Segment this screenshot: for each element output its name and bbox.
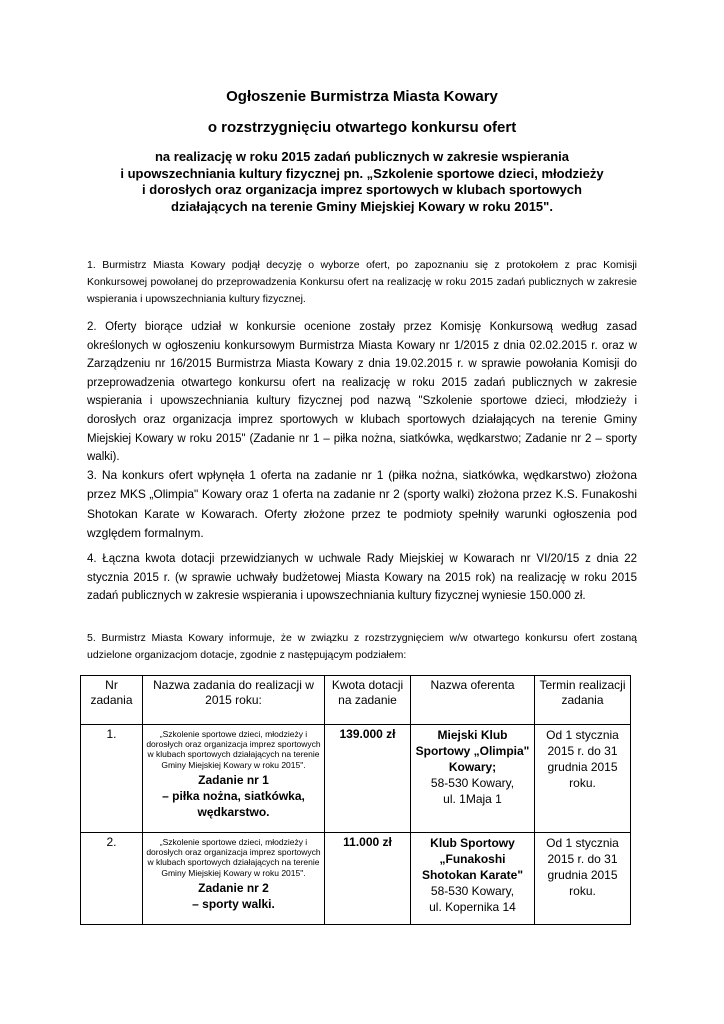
cell-term: Od 1 stycznia 2015 r. do 31 grudnia 2015 roku. — [535, 725, 631, 833]
task-number: Zadanie nr 1 — [198, 772, 269, 787]
task-disciplines: – piłka nożna, siatkówka, wędkarstwo. — [162, 788, 305, 819]
paragraph-5: 5. Burmistrz Miasta Kowary informuje, że w związku z rozstrzygnięciem w/w otwartego konkursu ofert zostaną udzielone organizacjom dotacje, zgodnie z następującym podziałem: — [87, 632, 637, 661]
organization-street: ul. Kopernika 14 — [429, 900, 516, 914]
subtitle — [40, 149, 684, 215]
cell-organization — [411, 725, 535, 833]
cell-term: Od 1 stycznia 2015 r. do 31 grudnia 2015 roku. — [535, 833, 631, 925]
subtitle-line: działających na terenie Gminy Miejskiej Kowary w roku 2015". — [171, 198, 553, 214]
cell-task — [143, 725, 325, 833]
organization-city: 58-530 Kowary, — [430, 776, 515, 790]
title-line-1: Ogłoszenie Burmistrza Miasta Kowary — [226, 88, 498, 105]
subtitle-line: na realizację w roku 2015 zadań publicznych w zakresie wspierania — [154, 149, 569, 164]
grants-table — [80, 675, 631, 925]
title-line-2: o rozstrzygnięciu otwartego konkursu ofert — [207, 119, 517, 136]
header-organization: Nazwa oferenta — [411, 676, 535, 725]
paragraph-1: 1. Burmistrz Miasta Kowary podjął decyzję o wyborze ofert, po zapoznaniu się z protokołem z prac Komisji Konkursowej powołanej do przeprowadzenia Konkursu ofert na realizację w roku 2015 zadań publicznych w zakresie wspierania i upowszechniania kultury fizycznej. — [87, 259, 637, 305]
header-nr: Nr zadania — [81, 676, 143, 725]
task-description: „Szkolenie sportowe dzieci, młodzieży i dorosłych oraz organizacja imprez sportowych w klubach sportowych działających na terenie Gminy Miejskiej Kowary w roku 2015". — [146, 729, 321, 770]
organization-street: ul. 1Maja 1 — [443, 792, 502, 806]
table-row — [81, 725, 631, 833]
cell-nr: 2. — [81, 833, 143, 925]
task-description: „Szkolenie sportowe dzieci, młodzieży i dorosłych oraz organizacja imprez sportowych w klubach sportowych działających na terenie Gminy Miejskiej Kowary w roku 2015". — [146, 837, 321, 878]
header-amount: Kwota dotacji na zadanie — [325, 676, 411, 725]
header-term: Termin realizacji zadania — [535, 676, 631, 725]
cell-organization — [411, 833, 535, 925]
subtitle-line: i dorosłych oraz organizacja imprez sportowych w klubach sportowych — [142, 182, 582, 197]
table-header-row — [81, 676, 631, 725]
header-task-name: Nazwa zadania do realizacji w 2015 roku: — [143, 676, 325, 725]
table-row — [81, 833, 631, 925]
paragraph-3: 3. Na konkurs ofert wpłynęła 1 oferta na zadanie nr 1 (piłka nożna, siatkówka, wędkarstwo) złożona przez MKS „Olimpia" Kowary oraz 1 oferta na zadanie nr 2 (sporty walki) złożona przez K.S. Funakoshi Shotokan Karate w Kowarach. Oferty złożone przez te podmioty spełniły warunki ogłoszenia pod względem formalnym. — [87, 468, 637, 541]
subtitle-line: i upowszechniania kultury fizycznej pn. „Szkolenie sportowe dzieci, młodzieży — [120, 165, 604, 181]
organization-name: Miejski Klub Sportowy „Olimpia" Kowary; — [415, 728, 530, 774]
paragraph-2: 2. Oferty biorące udział w konkursie ocenione zostały przez Komisję Konkursową według zasad określonych w ogłoszeniu konkursowym Burmistrza Miasta Kowary nr 1/2015 z dnia 02.02.2015 r. oraz w Zarządzeniu nr 16/2015 Burmistrza Miasta Kowary z dnia 19.02.2015 r. w sprawie powołania Komisji do przeprowadzenia otwartego konkursu ofert na realizację w roku 2015 zadań publicznych w zakresie wspierania i upowszechniania kultury fizycznej pod nazwą "Szkolenie sportowe dzieci, młodzieży i dorosłych oraz organizacja imprez sportowych w klubach sportowych działających na terenie Gminy Miejskiej Kowary w roku 2015" (Zadanie nr 1 – piłka nożna, siatkówka, wędkarstwo; Zadanie nr 2 – sporty walki). — [87, 321, 637, 464]
cell-amount: 11.000 zł — [325, 833, 411, 925]
paragraph-4: 4. Łączna kwota dotacji przewidzianych w uchwale Rady Miejskiej w Kowarach nr VI/20/15 z dnia 22 stycznia 2015 r. (w sprawie uchwały budżetowej Miasta Kowary na 2015 rok) na realizację w roku 2015 zadań publicznych w zakresie wspierania i upowszechniania kultury fizycznej wyniesie 150.000 zł. — [87, 553, 637, 603]
task-disciplines: – sporty walki. — [192, 896, 275, 911]
task-number: Zadanie nr 2 — [198, 880, 269, 895]
cell-nr: 1. — [81, 725, 143, 833]
organization-city: 58-530 Kowary, — [430, 884, 515, 898]
cell-amount: 139.000 zł — [325, 725, 411, 833]
organization-name: Klub Sportowy „Funakoshi Shotokan Karate" — [421, 836, 524, 882]
cell-task — [143, 833, 325, 925]
